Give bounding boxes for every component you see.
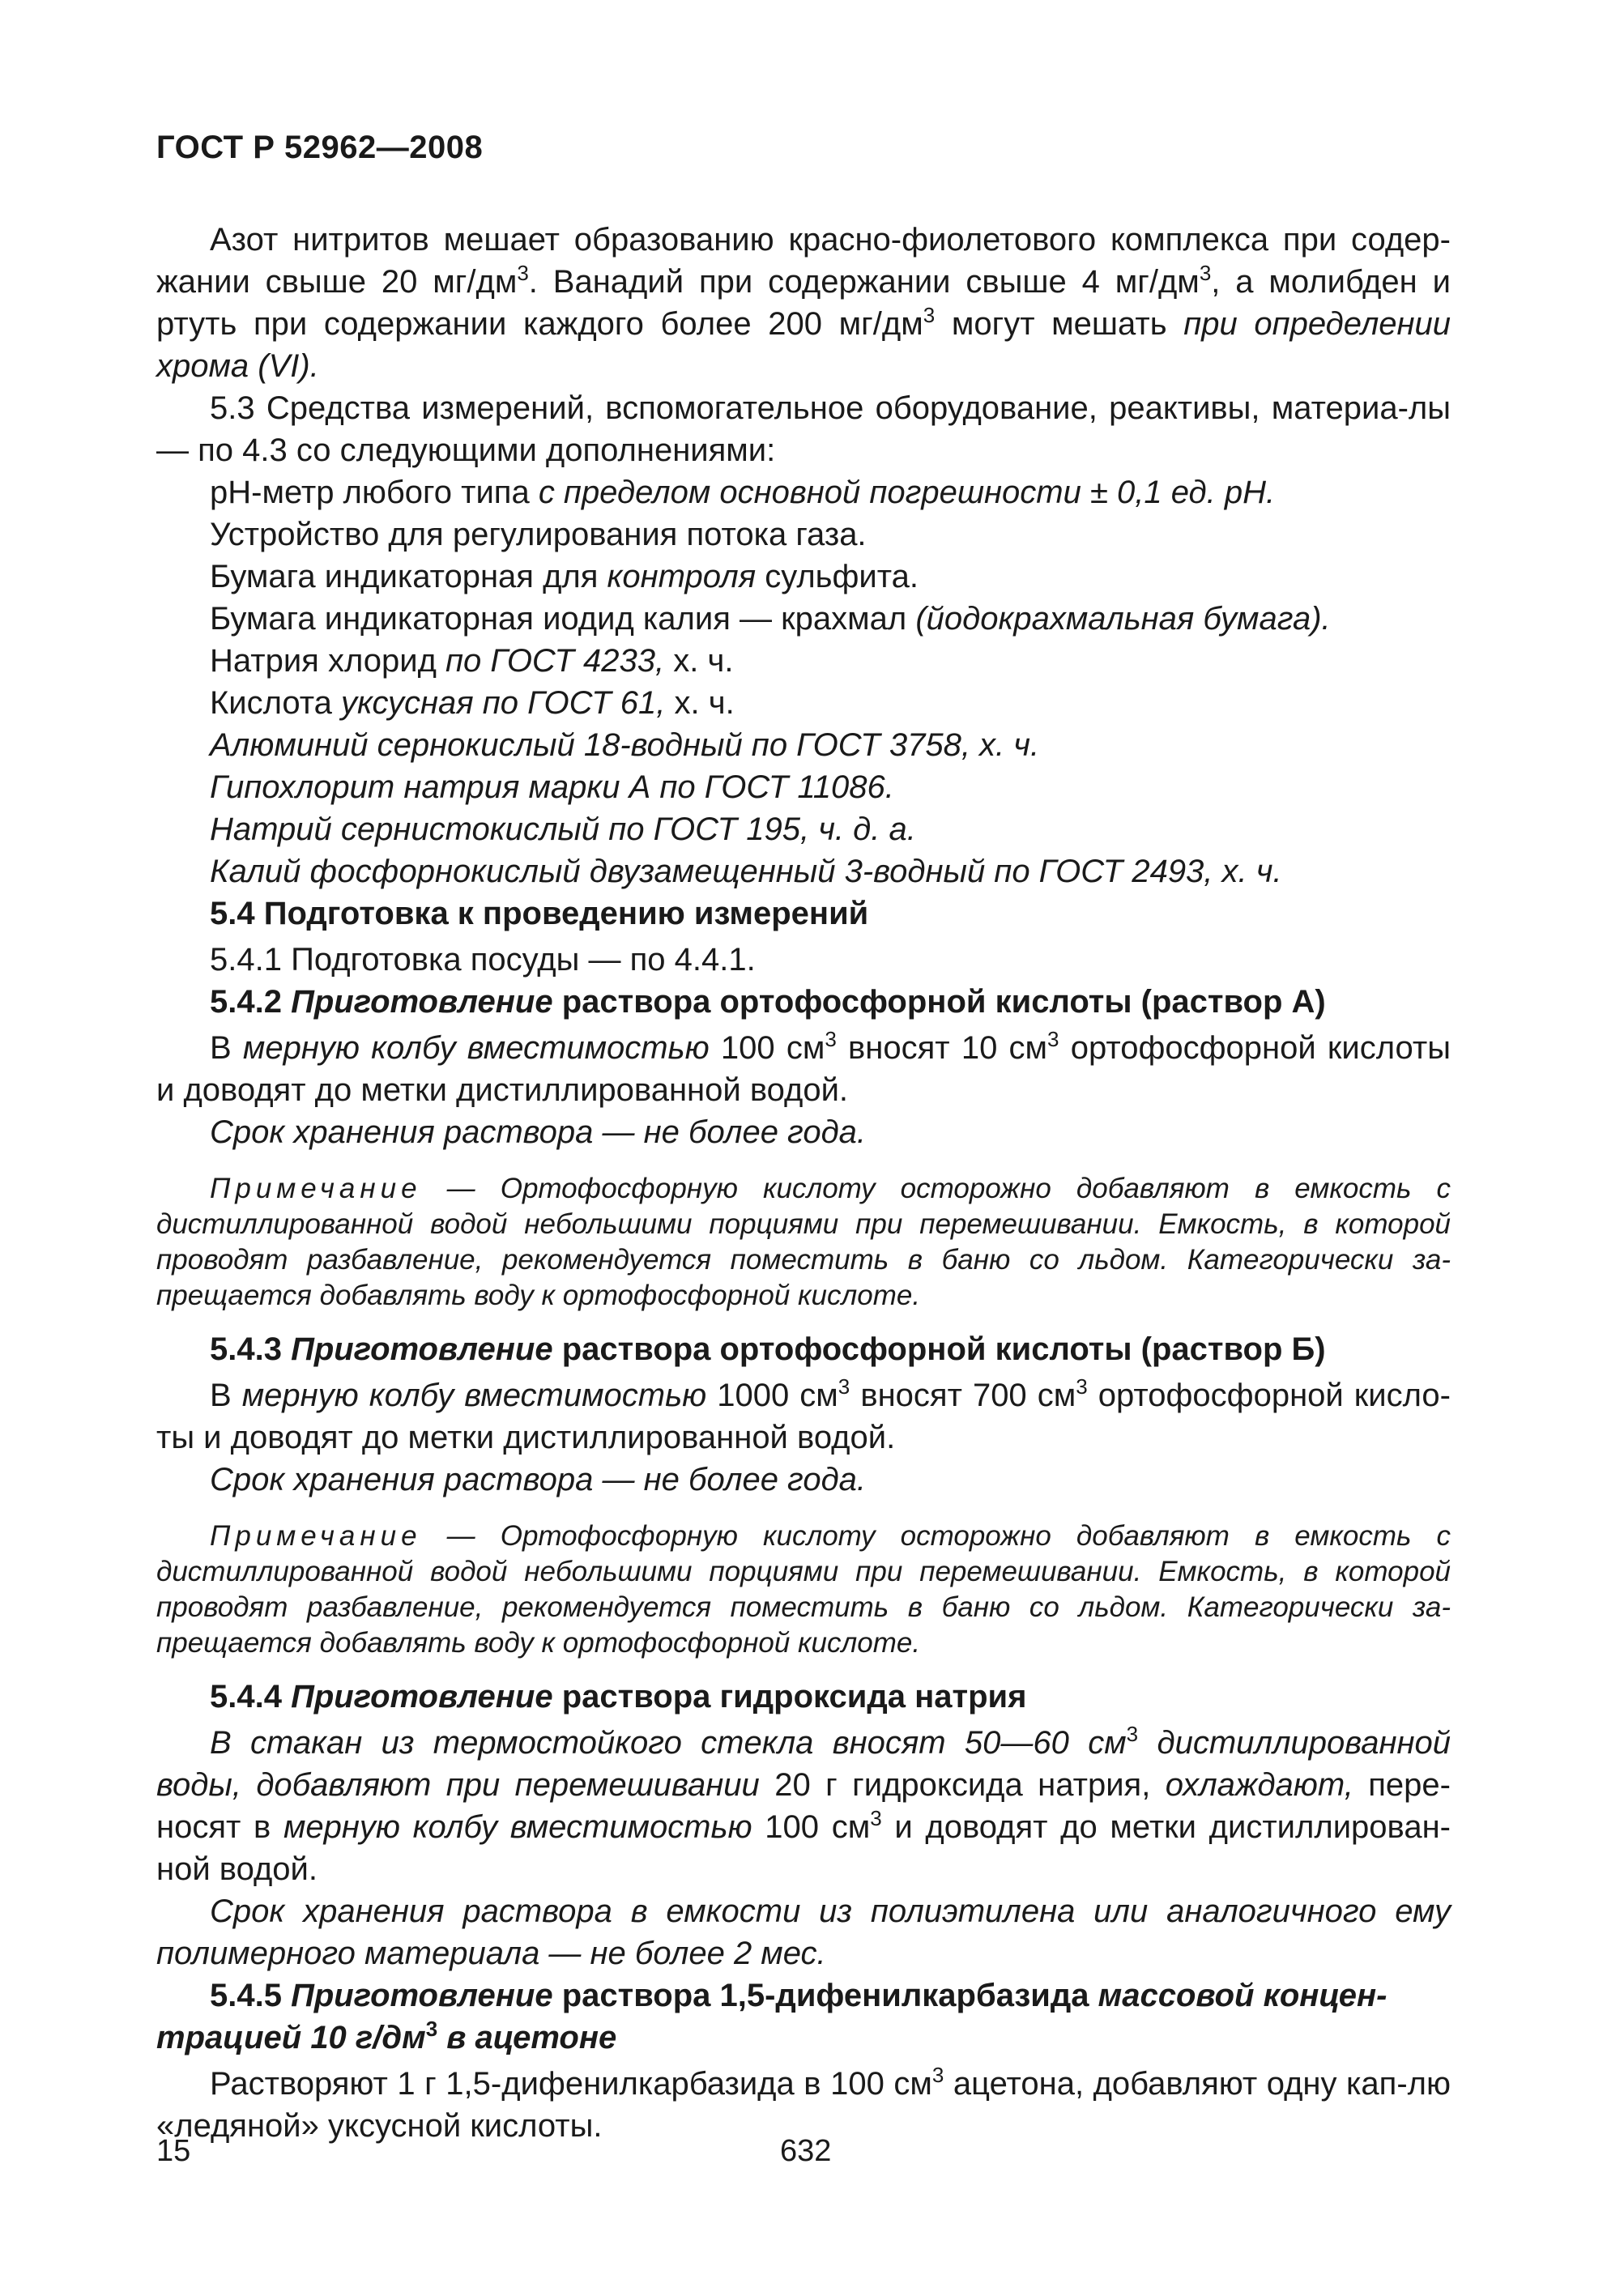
paragraph-5-3: 5.3 Средства измерений, вспомогательное оборудование, реактивы, материа-лы — по 4.3 со следующими дополнениями: xyxy=(156,390,1451,468)
item-acetic-acid: Кислота уксусная по ГОСТ 61, х. ч. xyxy=(210,685,735,721)
item-sodium-sulfite: Натрий сернистокислый по ГОСТ 195, ч. д. а. xyxy=(210,811,916,847)
paragraph-5-4-2: В мерную колбу вместимостью 100 $см^3$ вносят 10 $см^3$ ортофосфорной кислоты и доводят до метки дистиллированной водой. xyxy=(156,1027,1451,1108)
section-heading-5-4-4: 5.4.4 Приготовление раствора гидроксида натрия xyxy=(210,1679,1027,1715)
page-number-center: 632 xyxy=(780,2134,832,2168)
storage-5-4-4: Срок хранения раствора в емкости из полиэтилена или аналогичного ему полимерного материала — не более 2 мес. xyxy=(156,1893,1451,1971)
item-ph-meter: рН-метр любого типа с пределом основной погрешности ± 0,1 ед. рН. xyxy=(210,475,1276,510)
item-sodium-hypochlorite: Гипохлорит натрия марки А по ГОСТ 11086. xyxy=(210,769,894,805)
item-aluminium-sulfate: Алюминий сернокислый 18-водный по ГОСТ 3758, х. ч. xyxy=(210,727,1040,763)
item-starch-iodide-paper: Бумага индикаторная иодид калия — крахмал (йодокрахмальная бумага). xyxy=(210,601,1331,637)
document-body xyxy=(156,219,1451,2147)
storage-5-4-2: Срок хранения раствора — не более года. xyxy=(210,1114,867,1150)
item-sodium-chloride: Натрия хлорид по ГОСТ 4233, х. ч. xyxy=(210,643,734,679)
page-number-left: 15 xyxy=(156,2134,191,2168)
section-heading-5-4-3: 5.4.3 Приготовление раствора ортофосфорной кислоты (раствор Б) xyxy=(210,1331,1326,1367)
paragraph-5-4-1: 5.4.1 Подготовка посуды — по 4.4.1. xyxy=(210,942,756,978)
note-5-4-2: Примечание — Ортофосфорную кислоту осторожно добавляют в емкость с дистиллированной водой небольшими порциями при перемешивании. Емкость, в которой проводят разбавление, рекомендуется поместить в баню со льдом. Категорически за-прещается добавлять воду к ортофосфорной кислоте. xyxy=(156,1173,1451,1311)
item-sulfite-paper: Бумага индикаторная для контроля сульфита. xyxy=(210,559,919,594)
section-heading-5-4-2: 5.4.2 Приготовление раствора ортофосфорной кислоты (раствор А) xyxy=(210,984,1326,1020)
paragraph-5-4-5: Растворяют 1 г 1,5-дифенилкарбазида в 100 $см^3$ ацетона, добавляют одну кап-лю «ледяной» уксусной кислоты. xyxy=(156,2063,1451,2144)
section-heading-5-4-5: 5.4.5 Приготовление раствора 1,5-дифенилкарбазида массовой концен-трацией 10 $г/дм^3$ в ацетоне xyxy=(156,1978,1387,2055)
item-potassium-phosphate: Калий фосфорнокислый двузамещенный 3-водный по ГОСТ 2493, х. ч. xyxy=(210,854,1282,889)
standard-header: ГОСТ Р 52962—2008 xyxy=(156,130,484,165)
item-gas-flow-device: Устройство для регулирования потока газа. xyxy=(210,517,867,552)
paragraph-5-4-4: В стакан из термостойкого стекла вносят 50—60 $см^3$ дистиллированной воды, добавляют при перемешивании 20 г гидроксида натрия, охлаждают, пере-носят в мерную колбу вместимостью 100 $см^3$ и доводят до метки дистиллирован-ной водой. xyxy=(156,1722,1451,1887)
paragraph-5-4-3: В мерную колбу вместимостью 1000 $см^3$ вносят 700 $см^3$ ортофосфорной кисло-ты и доводят до метки дистиллированной водой. xyxy=(156,1374,1451,1455)
section-heading-5-4: 5.4 Подготовка к проведению измерений xyxy=(210,896,869,931)
storage-5-4-3: Срок хранения раствора — не более года. xyxy=(210,1462,867,1497)
note-5-4-3: Примечание — Ортофосфорную кислоту осторожно добавляют в емкость с дистиллированной водой небольшими порциями при перемешивании. Емкость, в которой проводят разбавление, рекомендуется поместить в баню со льдом. Категорически за-прещается добавлять воду к ортофосфорной кислоте. xyxy=(156,1520,1451,1659)
paragraph-interference: Азот нитритов мешает образованию красно-фиолетового комплекса при содер-жании свыше 20 $мг/дм^3$. Ванадий при содержании свыше 4 $мг/дм^3$, а молибден и ртуть при содержании каждого более 200 $мг/дм^3$ могут мешать при определении хрома (VI). xyxy=(156,222,1451,384)
